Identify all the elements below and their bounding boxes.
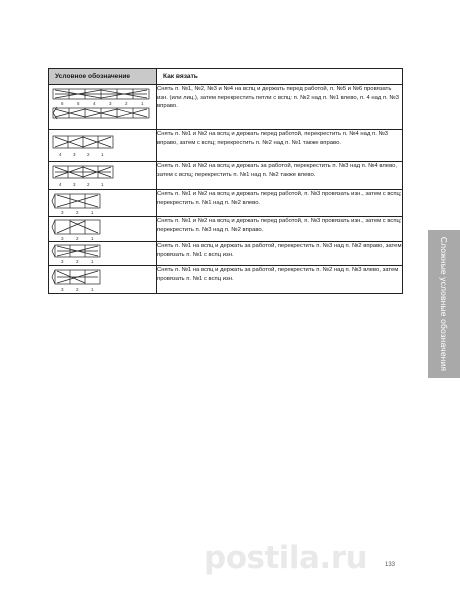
svg-text:postila.ru: postila.ru xyxy=(204,540,368,576)
table-row xyxy=(49,162,403,190)
cable-symbol-cell xyxy=(49,130,157,162)
stitch-number: 6 xyxy=(61,101,64,106)
row-description: Снять п. №1 на вспц и держать за работой, перекрестить п. №3 над п. №2 вправо, затем провязать п. №1 с вспц изн. xyxy=(157,242,403,266)
side-chapter-title: Сложные условные обозначения xyxy=(439,236,449,372)
row-description: Снять п. №1, №2, №3 и №4 на вспц и держать перед работой, п. №5 и №6 провязать изн. (или лиц.), затем перекрестить петли с вспц: п. №2 над п. №1 влево, п. 4 над п. №3 вправо. xyxy=(157,85,403,130)
stitch-number: 4 xyxy=(59,152,62,157)
table-row xyxy=(49,242,403,266)
stitch-number: 2 xyxy=(87,152,90,157)
stitch-number: 1 xyxy=(91,236,94,241)
row-description: Снять п. №1 на вспц и держать за работой, перекрестить п. №2 над п. №3 влево, затем провязать п. №1 с вспц изн. xyxy=(157,266,403,294)
cable-symbol-cell xyxy=(49,190,157,217)
row-description: Снять п. №1 и №2 на вспц и держать за работой, перекрестить п. №3 над п. №4 влево, затем с вспц; перекрестить п. №1 над п. №2 также влево. xyxy=(157,162,403,190)
stitch-number: 1 xyxy=(91,287,94,292)
stitch-number: 1 xyxy=(101,182,104,187)
table-row xyxy=(49,190,403,217)
row-description: Снять п. №1 и №2 на вспц и держать перед работой, п. №3 провязать изн., затем с вспц; перекрестить п. №1 над п. №2 влево. xyxy=(157,190,403,217)
stitch-number: 3 xyxy=(61,210,64,215)
stitch-number: 2 xyxy=(76,210,79,215)
cable-symbol-cell xyxy=(49,266,157,294)
cable-symbol-4-stitch-left xyxy=(49,162,155,190)
cable-symbol-3-stitch xyxy=(49,190,155,217)
stitch-number: 5 xyxy=(77,101,80,106)
header-symbol: Условное обозначение xyxy=(49,69,157,85)
cable-symbol-3-stitch xyxy=(49,266,155,294)
stitch-number: 2 xyxy=(76,259,79,264)
stitch-number: 3 xyxy=(73,152,76,157)
table-header-row xyxy=(49,69,403,85)
cable-symbol-6-stitch xyxy=(49,85,155,130)
row-description: Снять п. №1 и №2 на вспц и держать перед работой, перекрестить п. №4 над п. №3 вправо, затем с вспц; перекрестить п. №2 над п. №1 также вправо. xyxy=(157,130,403,162)
table-row xyxy=(49,130,403,162)
stitch-number: 3 xyxy=(61,236,64,241)
table-row xyxy=(49,85,403,130)
stitch-number: 1 xyxy=(91,259,94,264)
stitch-number: 1 xyxy=(91,210,94,215)
stitch-number: 3 xyxy=(73,182,76,187)
cable-symbol-4-stitch-right xyxy=(49,130,155,162)
stitch-number: 1 xyxy=(141,101,144,106)
watermark-logo xyxy=(200,530,430,580)
stitch-number: 3 xyxy=(109,101,112,106)
cable-symbol-cell xyxy=(49,217,157,242)
cable-symbol-3-stitch xyxy=(49,242,155,266)
stitch-number: 3 xyxy=(61,259,64,264)
cable-symbol-cell xyxy=(49,242,157,266)
page-number: 133 xyxy=(385,562,396,568)
stitch-number: 2 xyxy=(76,236,79,241)
header-how-to-knit: Как вязать xyxy=(157,69,403,85)
stitch-number: 4 xyxy=(59,182,62,187)
table-row xyxy=(49,217,403,242)
stitch-number: 2 xyxy=(125,101,128,106)
cable-symbol-3-stitch xyxy=(49,217,155,242)
cable-symbol-cell xyxy=(49,85,157,130)
stitch-number: 2 xyxy=(87,182,90,187)
symbols-table xyxy=(48,68,403,294)
row-description: Снять п. №1 и №2 на вспц и держать перед работой, п. №3 провязать изн., затем с вспц; перекрестить п. №3 над п. №2 вправо. xyxy=(157,217,403,242)
table-row xyxy=(49,266,403,294)
stitch-number: 2 xyxy=(76,287,79,292)
stitch-number: 1 xyxy=(101,152,104,157)
cable-symbol-cell xyxy=(49,162,157,190)
stitch-number: 3 xyxy=(61,287,64,292)
stitch-number: 4 xyxy=(93,101,96,106)
